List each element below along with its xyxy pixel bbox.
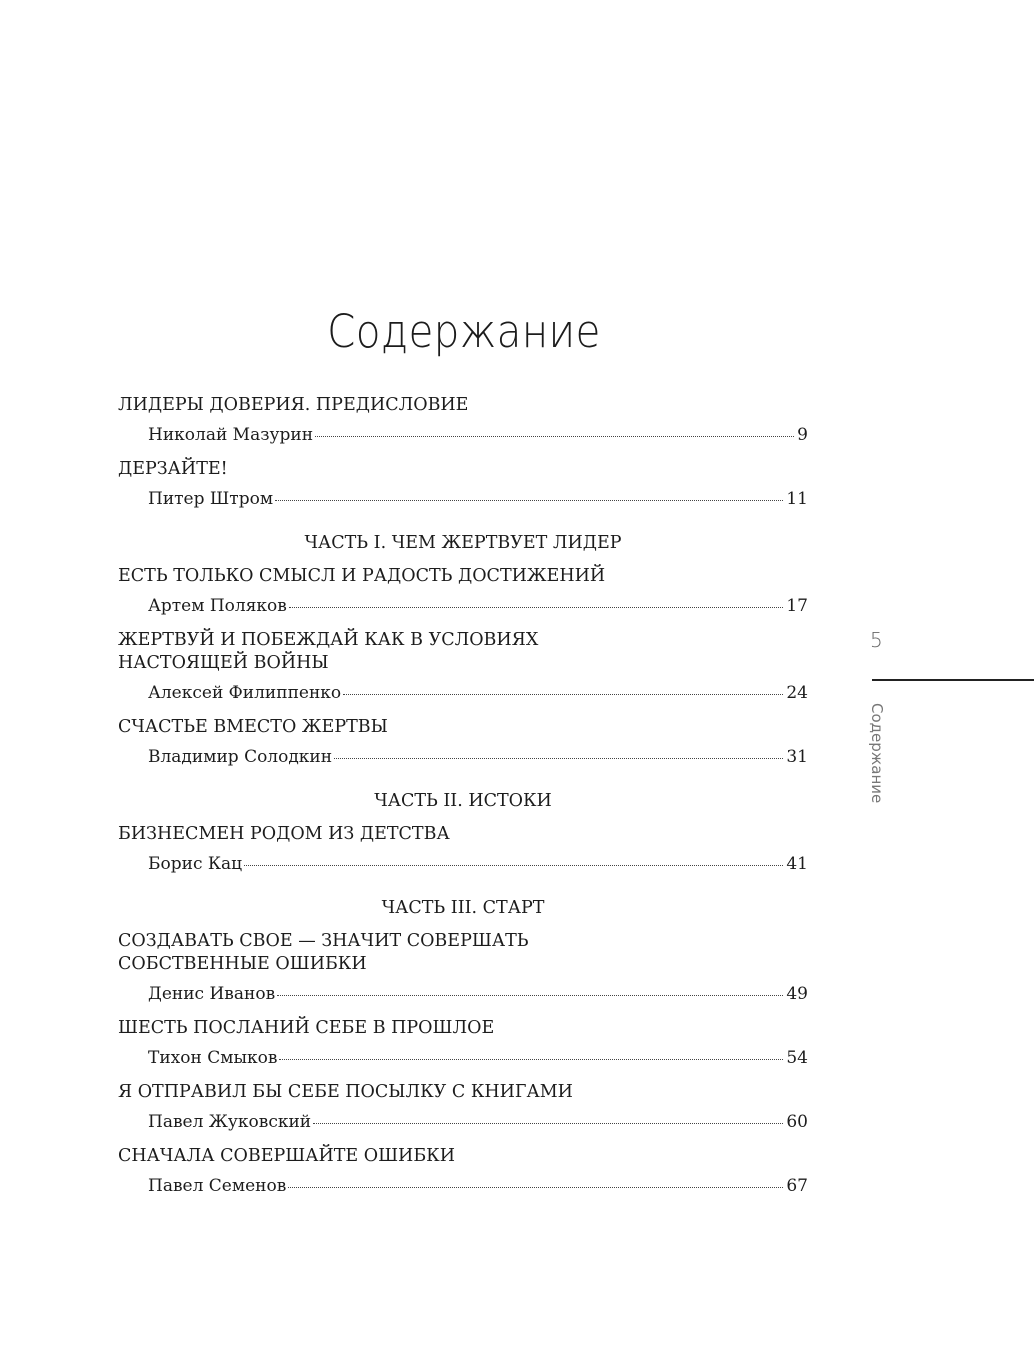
dot-leader	[277, 995, 783, 996]
toc-entry[interactable]	[118, 1145, 808, 1197]
toc-author-line	[148, 595, 808, 617]
toc-author: Владимир Солодкин	[148, 747, 333, 767]
part-heading: ЧАСТЬ II. ИСТОКИ	[374, 791, 552, 811]
dot-leader	[315, 436, 794, 437]
toc-entry[interactable]	[118, 930, 808, 1005]
dot-leader	[279, 1059, 783, 1060]
toc-author-line	[148, 746, 808, 768]
toc-author-line	[148, 1047, 808, 1069]
toc-author: Питер Штром	[148, 489, 274, 509]
toc-entry[interactable]	[118, 394, 808, 446]
toc-page-number: 67	[786, 1176, 808, 1196]
toc-author: Павел Жуковский	[148, 1112, 312, 1132]
toc-entry-title: БИЗНЕСМЕН РОДОМ ИЗ ДЕТСТВА	[118, 824, 450, 844]
toc-author-line	[148, 424, 808, 446]
toc-author: Тихон Смыков	[148, 1048, 278, 1068]
toc-author: Денис Иванов	[148, 984, 276, 1004]
part-heading: ЧАСТЬ III. СТАРТ	[381, 898, 545, 918]
dot-leader	[244, 865, 783, 866]
toc-entry[interactable]	[118, 1081, 808, 1133]
toc-author: Артем Поляков	[148, 596, 287, 616]
toc-entry-title: Я ОТПРАВИЛ БЫ СЕБЕ ПОСЫЛКУ С КНИГАМИ	[118, 1082, 573, 1102]
page-number: 5	[870, 628, 883, 652]
toc-page-number: 54	[786, 1048, 808, 1068]
toc-page-number: 24	[786, 683, 808, 703]
toc-page-number: 49	[786, 984, 808, 1004]
toc-entry[interactable]	[118, 565, 808, 617]
toc-author: Николай Мазурин	[148, 425, 314, 445]
toc-entry[interactable]	[118, 1017, 808, 1069]
dot-leader	[289, 607, 783, 608]
part-heading: ЧАСТЬ I. ЧЕМ ЖЕРТВУЕТ ЛИДЕР	[304, 533, 622, 553]
toc-author-line	[148, 1175, 808, 1197]
toc-page-number: 31	[786, 747, 808, 767]
dot-leader	[334, 758, 783, 759]
toc-entry-title: ЛИДЕРЫ ДОВЕРИЯ. ПРЕДИСЛОВИЕ	[118, 395, 469, 415]
toc-entry[interactable]	[118, 823, 808, 875]
toc-entry-title: СНАЧАЛА СОВЕРШАЙТЕ ОШИБКИ	[118, 1146, 455, 1166]
toc-entry-title: ДЕРЗАЙТЕ!	[118, 459, 228, 479]
toc-page-number: 60	[786, 1112, 808, 1132]
toc-author-line	[148, 488, 808, 510]
toc-author: Алексей Филиппенко	[148, 683, 342, 703]
toc-entry-title: ЖЕРТВУЙ И ПОБЕЖДАЙ КАК В УСЛОВИЯХ НАСТОЯЩЕЙ ВОЙНЫ	[118, 630, 539, 673]
toc-page-number: 11	[786, 489, 808, 509]
dot-leader	[275, 500, 783, 501]
page-title: Содержание	[327, 305, 601, 358]
dot-leader	[343, 694, 783, 695]
toc-entry-title: ШЕСТЬ ПОСЛАНИЙ СЕБЕ В ПРОШЛОЕ	[118, 1018, 495, 1038]
toc-entry-title: СЧАСТЬЕ ВМЕСТО ЖЕРТВЫ	[118, 717, 388, 737]
toc-author-line	[148, 853, 808, 875]
toc-entry[interactable]	[118, 629, 808, 704]
toc-author: Павел Семенов	[148, 1176, 287, 1196]
sidebar-divider	[872, 679, 1034, 681]
dot-leader	[288, 1187, 783, 1188]
toc-author-line	[148, 983, 808, 1005]
toc-page-number: 9	[797, 425, 808, 445]
toc-entry-title: СОЗДАВАТЬ СВОЕ — ЗНАЧИТ СОВЕРШАТЬ СОБСТВЕННЫЕ ОШИБКИ	[118, 931, 529, 974]
toc-page-number: 41	[786, 854, 808, 874]
toc-author: Борис Кац	[148, 854, 243, 874]
toc-page-number: 17	[786, 596, 808, 616]
toc-author-line	[148, 1111, 808, 1133]
table-of-contents	[118, 394, 808, 1209]
toc-entry[interactable]	[118, 716, 808, 768]
running-section-label: Содержание	[868, 703, 886, 804]
toc-entry-title: ЕСТЬ ТОЛЬКО СМЫСЛ И РАДОСТЬ ДОСТИЖЕНИЙ	[118, 566, 606, 586]
dot-leader	[313, 1123, 783, 1124]
toc-author-line	[148, 682, 808, 704]
toc-entry[interactable]	[118, 458, 808, 510]
